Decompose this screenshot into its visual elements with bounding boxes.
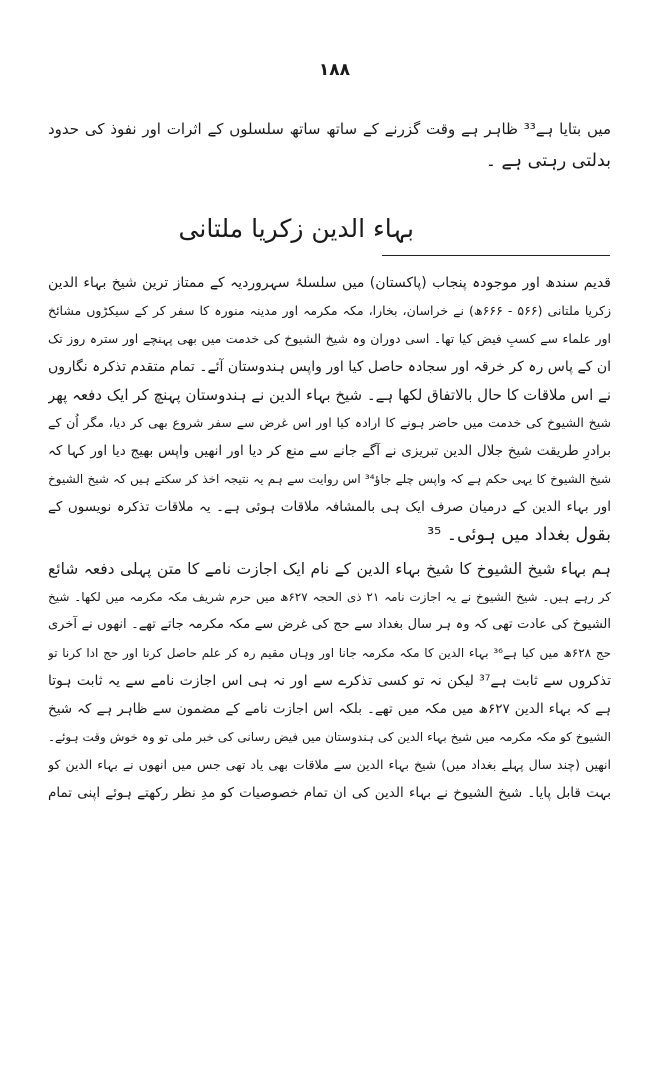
paragraph-line: ہم بہاء شیخ الشیوخ کا شیخ بہاء الدین کے نام ایک اجازت نامے کا متن پہلی دفعہ شائع (48, 560, 611, 578)
paragraph-line: انھیں (چند سال پہلے بغداد میں) شیخ بہاء الدین سے ملاقات بھی یاد تھی جس میں انھوں نے بہاء الدین کو (48, 757, 611, 772)
paragraph-line: شیخ الشیوخ کی خدمت میں حاضر ہونے کا ارادہ کیا اور اس غرض سے سفر شروع بھی کر دیا، مگر اُن کے (48, 415, 611, 430)
page-number: ۱۸۸ (318, 60, 351, 80)
paragraph-line: برادرِ طریقت شیخ جلال الدین تبریزی نے آگے جانے سے منع کر دیا اور انھیں واپس بھیج دیا اور کہا کہ (48, 443, 611, 459)
heading-underline (382, 255, 610, 256)
paragraph-line: شیخ الشیوخ کا یہی حکم ہے کہ واپس چلے جاؤ³⁴ اس روایت سے ہم یہ نتیجہ اخذ کر سکتے ہیں کہ شیخ الشیوخ (48, 472, 611, 486)
paragraph-line: نے اس ملاقات کا حال بالاتفاق لکھا ہے۔ شیخ بہاء الدین نے ہندوستان پہنچ کر ایک دفعہ پھر (48, 386, 611, 404)
intro-line: بدلتی رہتی ہے ۔ (485, 151, 611, 171)
paragraph-line: حج ۶۲۸ھ میں کیا ہے³⁶ بہاء الدین کا مکہ مکرمہ جانا اور وہاں مقیم رہ کر علم حاصل کرنا اور حج ادا کرنا تو (48, 646, 611, 660)
paragraph-line: بہت قابل پایا۔ شیخ الشیوخ نے بہاء الدین کی ان تمام خصوصیات کو مدِ نظر رکھتے ہوئے اپنی تمام (48, 785, 611, 801)
paragraph-line: زکریا ملتانی (۵۶۶ - ۶۶۶ھ) نے خراسان، بخارا، مکہ مکرمہ اور مدینہ منورہ کا سفر کر کے سیکڑوں مشائخ (48, 303, 611, 318)
paragraph-line: ہے کہ بہاء الدین ۶۲۷ھ میں مکہ میں تھے۔ بلکہ اس اجازت نامے کے مضمون سے ظاہر ہے کہ شیخ (48, 701, 611, 717)
paragraph-line: بقول بغداد میں ہوئی۔ ³⁵ (427, 525, 611, 545)
paragraph-line: ان کے پاس رہ کر خرقہ اور سجادہ حاصل کیا اور واپس ہندوستان آئے۔ تمام متقدم تذکرہ نگاروں (48, 359, 611, 375)
paragraph-line: الشیوخ کی عادت تھی کہ وہ ہر سال بغداد سے حج کی غرض سے مکہ مکرمہ جاتے تھے۔ انھوں نے آخری (48, 617, 611, 632)
paragraph-line: اور بہاء الدین کے درمیان صرف ایک ہی بالمشافہ ملاقات ہوئی ہے۔ یہ ملاقات تذکرہ نویسوں کے (48, 499, 611, 515)
section-heading: بہاء الدین زکریا ملتانی (178, 214, 414, 243)
paragraph-line: کر رہے ہیں۔ شیخ الشیوخ نے یہ اجازت نامہ ۲۱ ذی الحجہ ۶۲۷ھ میں حرم شریف مکہ مکرمہ میں لکھا۔ شیخ (48, 590, 611, 604)
paragraph-line: الشیوخ کو مکہ مکرمہ میں شیخ بہاء الدین کی ہندوستان میں فیض رسانی کی خبر ملی تو وہ خوش وقت ہوئے۔ (48, 730, 611, 744)
paragraph-line: قدیم سندھ اور موجودہ پنجاب (پاکستان) میں سلسلۂ سہروردیہ کے ممتاز ترین شیخ بہاء الدین (48, 275, 611, 291)
intro-line: میں بتایا ہے³³ ظاہر ہے وقت گزرنے کے ساتھ ساتھ سلسلوں کے اثرات اور نفوذ کی حدود (48, 120, 611, 138)
paragraph-line: تذکروں سے ثابت ہے³⁷ لیکن نہ تو کسی تذکرے سے اور نہ ہی اس اجازت نامے سے یہ ثابت ہوتا (48, 673, 611, 689)
paragraph-line: اور علماء سے کسبِ فیض کیا تھا۔ اسی دوران وہ شیخ الشیوخ کی خدمت میں بھی پہنچے اور سترہ روز تک (48, 331, 611, 346)
